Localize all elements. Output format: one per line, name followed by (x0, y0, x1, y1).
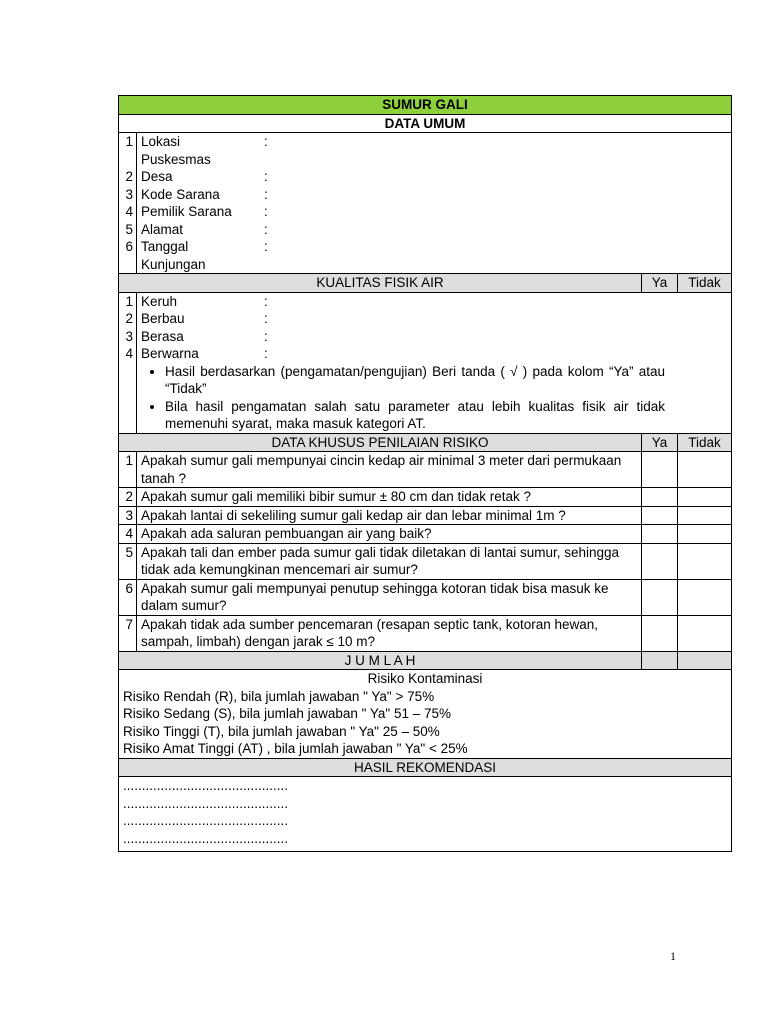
answer-ya-cell[interactable] (642, 452, 678, 488)
field-lokasi-line2: Puskesmas (141, 151, 211, 167)
data-umum-header: DATA UMUM (119, 114, 732, 133)
field-alamat: Alamat : (141, 221, 268, 237)
risiko-row: 5 Apakah tali dan ember pada sumur gali tidak diletakan di lantai sumur, sehingga tidak ada kemungkinan mencemari air sumur? (119, 543, 732, 579)
risiko-ya-header: Ya (642, 433, 678, 452)
answer-ya-cell[interactable] (642, 506, 678, 525)
sumur-gali-form (118, 95, 732, 852)
jumlah-label: J U M L A H (119, 651, 642, 670)
kualitas-ya-header: Ya (642, 274, 678, 293)
rekomendasi-line: ............................................ (123, 778, 289, 793)
risiko-row: 2 Apakah sumur gali memiliki bibir sumur ± 80 cm dan tidak retak ? (119, 488, 732, 507)
page-number: 1 (670, 949, 676, 963)
jumlah-tidak-cell[interactable] (678, 651, 732, 670)
kontaminasi-line: Risiko Sedang (S), bila jumlah jawaban " Ya" 51 – 75% (123, 706, 452, 721)
answer-ya-cell[interactable] (642, 525, 678, 544)
data-umum-numbers: 1 2 3 4 5 6 (119, 133, 137, 274)
risiko-row: 4 Apakah ada saluran pembuangan air yang baik? (119, 525, 732, 544)
risiko-row: 6 Apakah sumur gali mempunyai penutup sehingga kotoran tidak bisa masuk ke dalam sumur? (119, 579, 732, 615)
risiko-header: DATA KHUSUS PENILAIAN RISIKO (119, 433, 642, 452)
answer-tidak-cell[interactable] (678, 506, 732, 525)
answer-tidak-cell[interactable] (678, 543, 732, 579)
answer-ya-cell[interactable] (642, 615, 678, 651)
answer-ya-cell[interactable] (642, 543, 678, 579)
field-kode-sarana: Kode Sarana : (141, 186, 268, 202)
data-umum-list (137, 133, 732, 274)
risiko-question: Apakah tali dan ember pada sumur gali tidak diletakan di lantai sumur, sehingga tidak ada kemungkinan mencemari air sumur? (137, 543, 642, 579)
risiko-tidak-header: Tidak (678, 433, 732, 452)
kontaminasi-title: Risiko Kontaminasi (367, 671, 483, 686)
risiko-row: 7 Apakah tidak ada sumber pencemaran (resapan septic tank, kotoran hewan, sampah, limbah) dengan jarak ≤ 10 m? (119, 615, 732, 651)
answer-tidak-cell[interactable] (678, 452, 732, 488)
risiko-question: Apakah ada saluran pembuangan air yang baik? (137, 525, 642, 544)
kontaminasi-section (119, 670, 732, 759)
jumlah-ya-cell[interactable] (642, 651, 678, 670)
field-berbau: Berbau : (141, 311, 268, 326)
field-berasa: Berasa : (141, 328, 268, 344)
kontaminasi-line: Risiko Rendah (R), bila jumlah jawaban " Ya" > 75% (123, 688, 435, 704)
answer-tidak-cell[interactable] (678, 488, 732, 507)
note-item: • Hasil berdasarkan (pengamatan/pengujian) Beri tanda ( √ ) pada kolom “Ya” atau “Tidak” (165, 363, 665, 398)
risiko-question: Apakah sumur gali memiliki bibir sumur ± 80 cm dan tidak retak ? (137, 488, 642, 507)
risiko-row: 1 Apakah sumur gali mempunyai cincin kedap air minimal 3 meter dari permukaan tanah ? (119, 452, 732, 488)
field-keruh: Keruh : (141, 293, 268, 309)
answer-tidak-cell[interactable] (678, 579, 732, 615)
answer-ya-cell[interactable] (642, 579, 678, 615)
field-tanggal-line2: Kunjungan (141, 256, 206, 272)
note-item: • Bila hasil pengamatan salah satu parameter atau lebih kualitas fisik air tidak memenuhi syarat, maka masuk kategori AT. (165, 398, 665, 433)
field-berwarna: Berwarna : (141, 346, 268, 361)
rekomendasi-line: ............................................ (123, 830, 289, 846)
risiko-question: Apakah sumur gali mempunyai penutup sehingga kotoran tidak bisa masuk ke dalam sumur? (137, 579, 642, 615)
rekomendasi-header: HASIL REKOMENDASI (119, 758, 732, 777)
rekomendasi-section[interactable] (119, 777, 732, 852)
field-tanggal: Tanggal : (141, 239, 268, 254)
answer-tidak-cell[interactable] (678, 615, 732, 651)
form-title: SUMUR GALI (119, 96, 732, 115)
risiko-question: Apakah lantai di sekeliling sumur gali kedap air dan lebar minimal 1m ? (137, 506, 642, 525)
kualitas-header: KUALITAS FISIK AIR (119, 274, 642, 293)
risiko-question: Apakah sumur gali mempunyai cincin kedap air minimal 3 meter dari permukaan tanah ? (137, 452, 642, 488)
rekomendasi-line: ............................................ (123, 795, 289, 811)
field-desa: Desa : (141, 169, 268, 184)
rekomendasi-line: ............................................ (123, 813, 289, 828)
field-pemilik-sarana: Pemilik Sarana : (141, 204, 268, 219)
kualitas-list (137, 292, 732, 433)
answer-ya-cell[interactable] (642, 488, 678, 507)
field-lokasi: Lokasi : (141, 134, 268, 149)
kualitas-numbers: 1 2 3 4 (119, 292, 137, 433)
kualitas-tidak-header: Tidak (678, 274, 732, 293)
kontaminasi-line: Risiko Amat Tinggi (AT) , bila jumlah jawaban " Ya" < 25% (123, 741, 468, 756)
answer-tidak-cell[interactable] (678, 525, 732, 544)
risiko-row: 3 Apakah lantai di sekeliling sumur gali kedap air dan lebar minimal 1m ? (119, 506, 732, 525)
kontaminasi-line: Risiko Tinggi (T), bila jumlah jawaban " Ya" 25 – 50% (123, 723, 440, 739)
risiko-question: Apakah tidak ada sumber pencemaran (resapan septic tank, kotoran hewan, sampah, limbah) dengan jarak ≤ 10 m? (137, 615, 642, 651)
kualitas-notes (141, 363, 665, 433)
